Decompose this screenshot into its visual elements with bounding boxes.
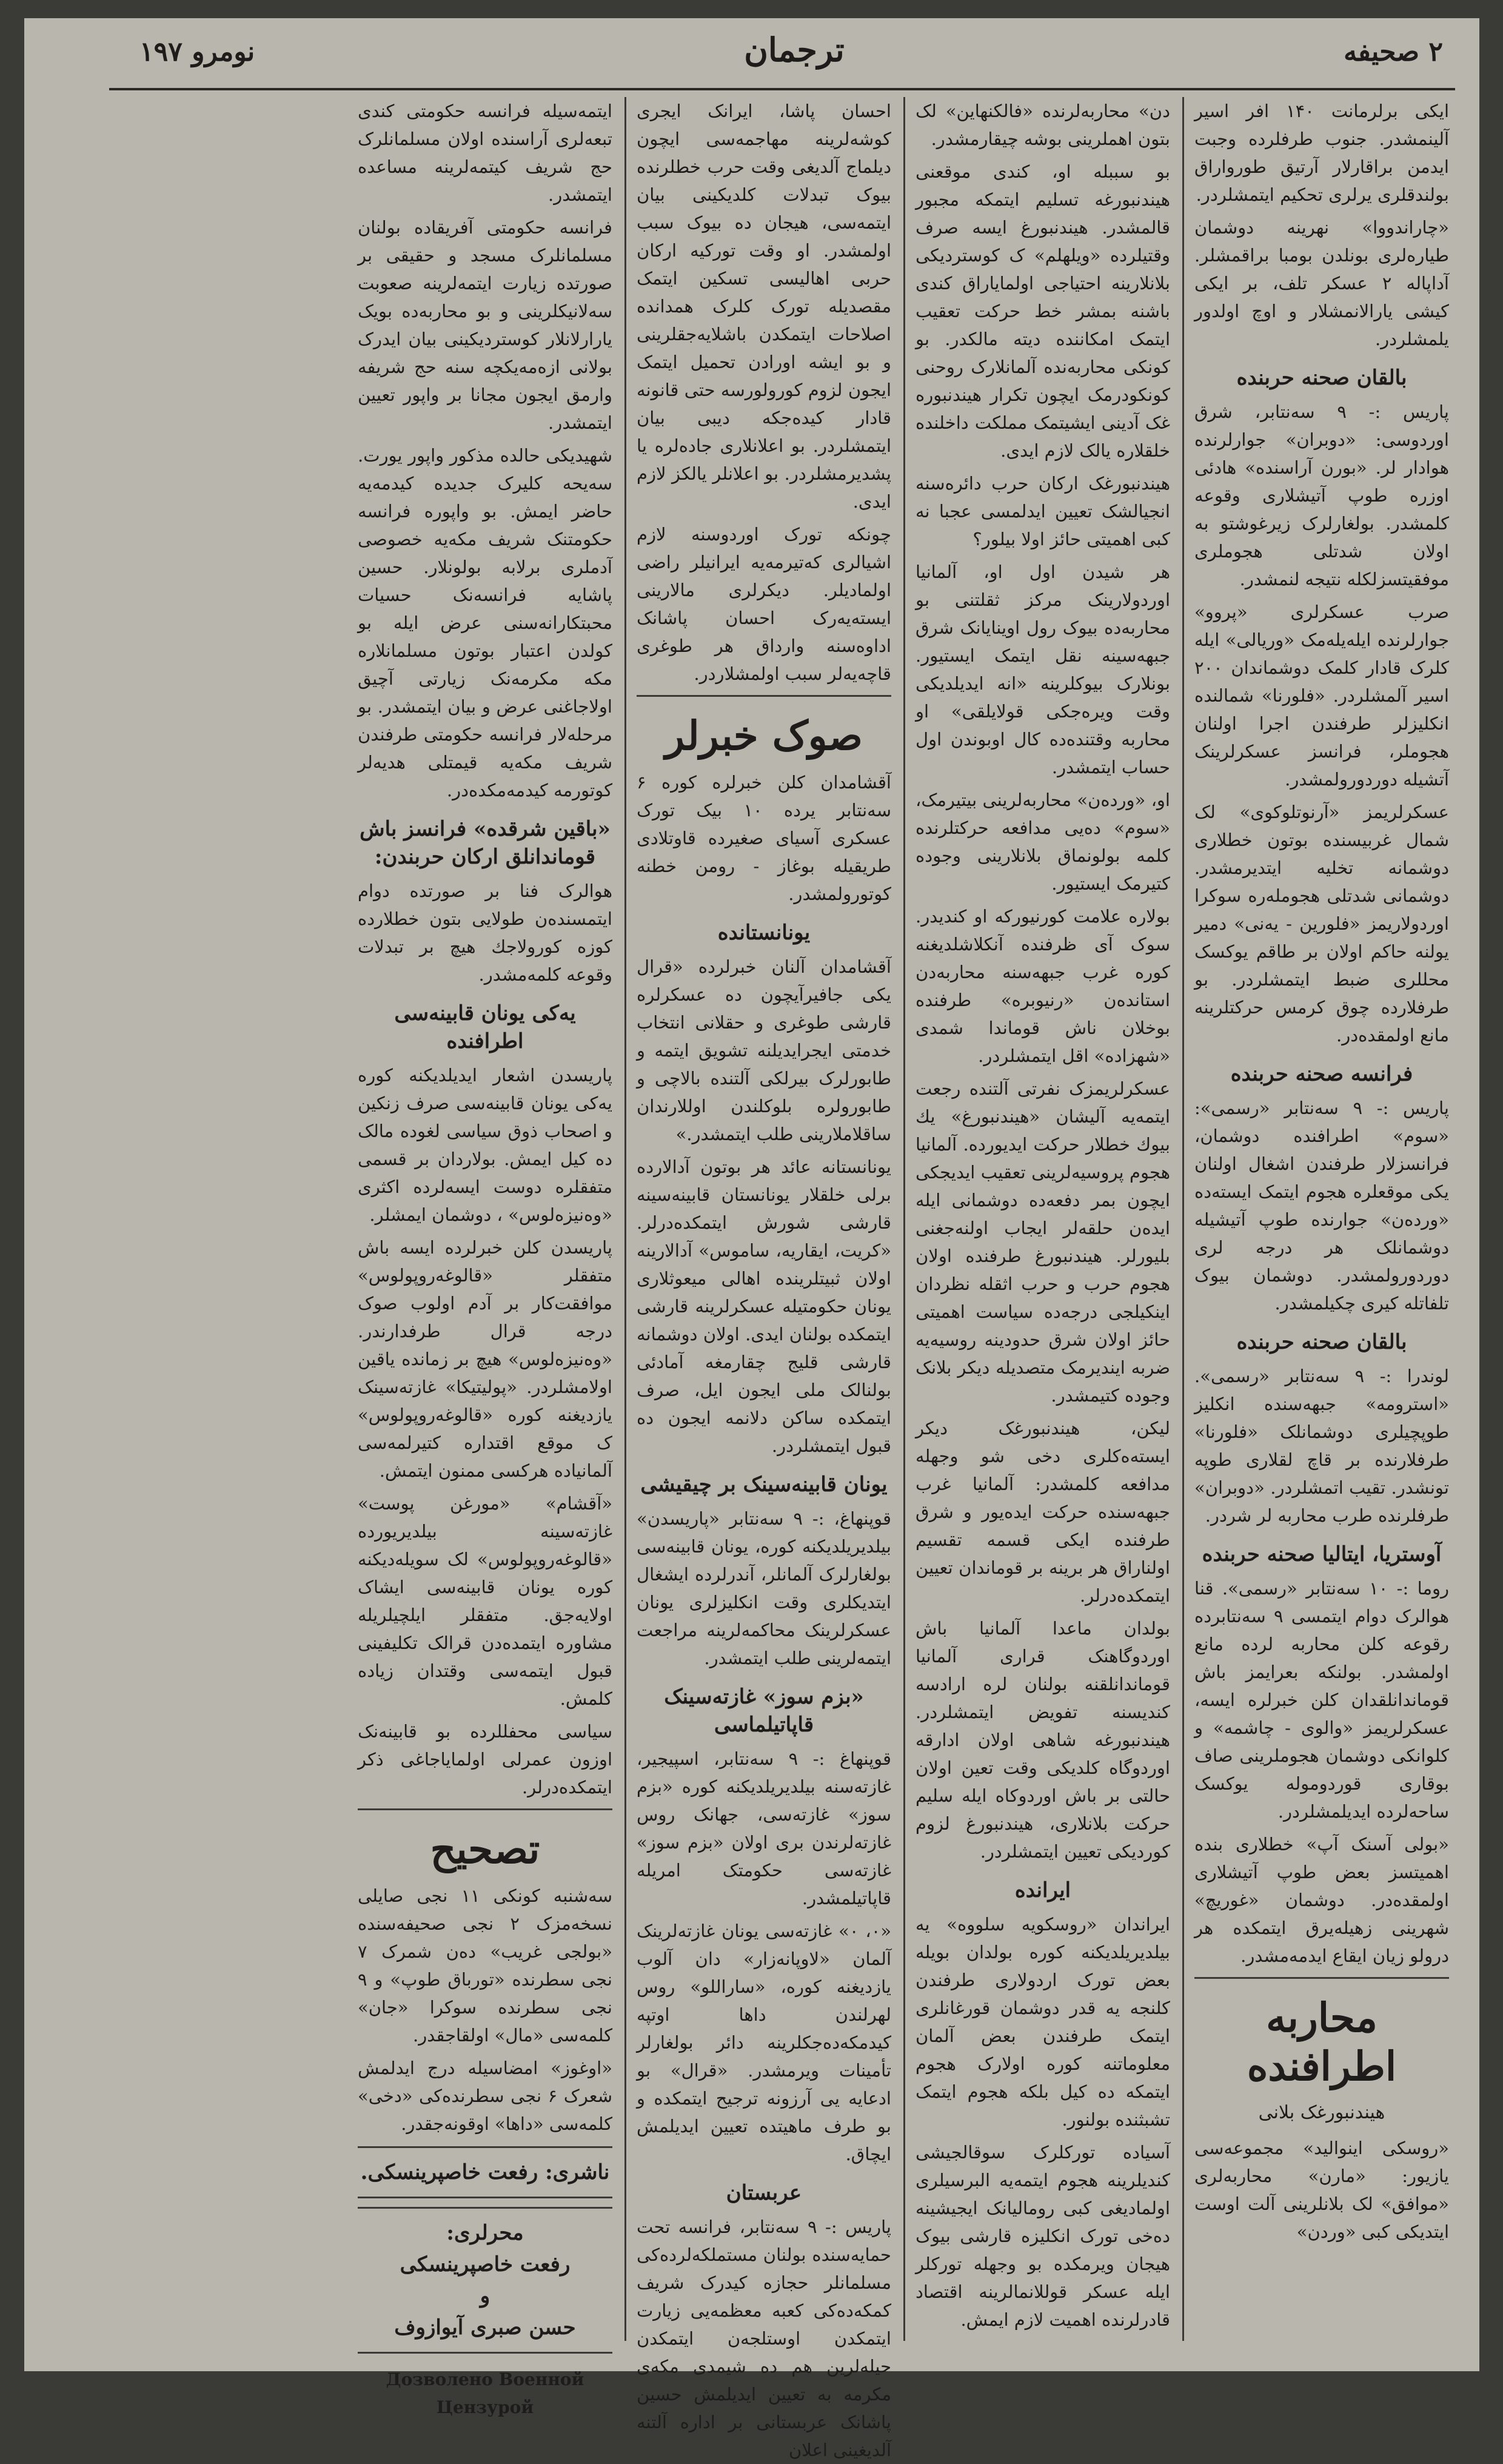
- paragraph: «روسکی اینوالید» مجموعه‌سی یازیور: «مارن» محاربه‌لری «موافق» لک بلانلرینی آلت اوست ایتدیکی کبی «وردن»: [1194, 2138, 1449, 2242]
- section-heading: «بزم سوز» غازته‌سینک قاپاتیلماسی: [664, 1685, 864, 1737]
- section-heading: فرانسه صحنه حربنده: [1230, 1062, 1413, 1086]
- issue-number: نومرو ۱۹۷: [139, 36, 255, 67]
- paragraph: آقشامدان آلنان خبرلرده «قرال یکی جافیرآیچون ده عسکرلره قارشی طوغری و حقلانی انتخاب خدمتی ایجرایدیلنه تشویق ایتمه و طابورلرک بیرلکی آلتنده بالاچی و طابورولره بلوکلندن اوللارندان ساقلاملارینی طلب ایتمشدر.»: [637, 956, 891, 1144]
- section-heading: یونان قابینه‌سینک بر چیقیشی: [640, 1472, 888, 1497]
- paragraph: فرانسه حکومتی آفریقاده بولنان مسلمانلرک مسجد و حقیقی بر صورتده زیارت ایتمه‌لرینه صعوبت سه‌لانیکلرینی و بو محاربه‌ده بویک یارارلانلار کوستردیکینی بیان ایدرک بولانی ازه‌مه‌یکچه سنه حج شریفه وارمق ایجون مجانا بر واپور تعیین ایتمشدر.: [358, 217, 612, 433]
- paragraph: شهیدیکی حالده مذکور واپور یورت. سه‌یحه کلیرک جدیده کیدمه‌یه حاضر ایمش. بو واپوره فرانسه حکومتنک شریف مکه‌یه خصوصی آدملری برلابه بولونلار. حسین پاشایه فرانسه‌نک حسیات محبتکارانه‌سنی عرض ایله بو کولدن اعتبار بوتون مسلمانلاره مکه مکرمه‌نک زیارتی آچیق اولاجاغنی عرض و بیان ایتمشدر. بو مرحله‌لار فرانسه حکومتی طرفندن شریف مکه‌یه قیمتلی هدیه‌لر کوتورمه کیدمه‌مکده‌در.: [358, 445, 612, 801]
- paragraph: هیندنبورغک ارکان حرب دائره‌سنه انجیالشک تعیین ایدلمسی عجبا نه کبی اهمیتی حائز اولا بیلور؟: [916, 473, 1170, 549]
- paragraph: دن» محاربه‌لرنده «فالکنهاین» لک بتون اهملرینی بوشه چیقارمشدر.: [916, 101, 1170, 149]
- newspaper-title: ترجمان: [744, 30, 845, 69]
- owner-name: رفعت خاصپرینسکی.: [360, 2160, 538, 2184]
- paragraph: ایکی برلرمانت ۱۴۰ افر اسیر آلینمشدر. جنوب طرفلرده وجبت ایدمن براقارلار آرتیق طورواراق بولندقلری یرلری تحکیم ایتمشلردر.: [1194, 101, 1449, 205]
- paragraph: چونکه تورک اوردوسنه لازم اشیالری که‌تیرمه‌یه ایرانیلر راضی اولمادیلر. دیکرلری مالارینی ایسته‌یه‌رک احسان پاشانک اداوه‌سنه وارداق هر طوغری قاچه‌یه‌لر سبب اولمشلاردر.: [637, 524, 891, 684]
- header-rule: [109, 88, 1455, 90]
- subheading: هیندنبورغک بلانی: [1258, 2102, 1385, 2123]
- paragraph: آقشامدان کلن خبرلره کوره ۶ سه‌نتابر یرده ۱۰ بیک تورک عسکری آسیای صغیرده قاوتلادی طریقیله بوغاز - رومن خطنه کوتورولمشدر.: [637, 772, 891, 904]
- section-heading: ایرانده: [1014, 1878, 1071, 1902]
- paragraph: یونانستانه عائد هر بوتون آدالارده برلی خلقلار یونانستان قابینه‌سینه قارشی شورش ایتمکده‌درلر. «کریت، ایقاریه، ساموس» آدالارینه اولان ثبیتلرینده اهالی میعوثلاری یونان حکومتیله عسکرلرینه قارشی ایتمکده بولنان ایدی. اولان دوشمانه قارشی قلیج چقارمغه آمادئی بولنالک ملی ایجون ایل، صرف ایتمکده ساکن دلانمه ایجون ده قبول ایتمشلردر.: [637, 1156, 891, 1456]
- paragraph: قوپنهاغ، :- ۹ سه‌نتابر «پاریسدن» بیلدیریلدیکنه کوره، یونان قابینه‌سی بولغارلرک آلمانلر، آندرلرده ایشغال ایتدیکلری وقت انکلیزلری یونان عسکرلرینک محاکمه‌لرینه مراجعت ایتمه‌لرینی طلب ایتمشدر.: [637, 1508, 891, 1668]
- paragraph: ایراندان «روسکویه سلووه» یه بیلدیریلدیکنه کوره بولدان بویله بعض تورک اردولاری طرفندن کلنجه یه قدر دوشمان قورغانلری ایتمک طرفندن بعض آلمان معلوماتنه کوره اولارک هجوم ایتمکه ده کیل بلکه هجوم ایتمک تشبثنده بولنور.: [916, 1914, 1170, 2130]
- masthead: [24, 18, 1479, 91]
- editor-conjunction: و: [480, 2284, 490, 2308]
- column-3: [637, 97, 892, 2460]
- paragraph: «آقشام» «مورغن پوست» غازته‌سینه بیلدیریورده «قالوغه‌روپولوس» لک سویله‌دیکنه کوره یونان قابینه‌سی ایشاک اولایه‌جق. متفقلر ایلچیلریله مشاوره ایتمده‌دن قرالک تکلیفینی قبول ایتمه‌سی وقتدان زیاده کلمش.: [358, 1493, 612, 1709]
- publisher-box: [358, 2146, 612, 2198]
- paragraph: هر شیدن اول او، آلمانیا اوردولارینک مرکز ثقلتنی بو محاربه‌ده بیوک رول اوینایانک شرق جبهه‌سینه نقل ایتمک ایستیور. بونلارک بیوکلرینه «انه ایدیلدیکی وقت ویره‌جکی قولایلقی» او محاربه وقتنده‌ده کال اوبوندن اول حساب ایتمشدر.: [916, 562, 1170, 777]
- paragraph: سیاسی محفللرده بو قابینه‌نک اوزون عمرلی اولمایاجاغی ذکر ایتمکده‌درلر.: [358, 1721, 612, 1798]
- section-heading: یه‌کی یونان قابینه‌سی اطرافنده: [394, 1001, 576, 1053]
- newspaper-page: [24, 18, 1479, 2460]
- section-heading: عربستان: [726, 2181, 802, 2205]
- editors-box: [358, 2207, 612, 2354]
- section-heading: بالقان صحنه حربنده: [1236, 1330, 1407, 1354]
- paragraph: بو سببله او، کندی موقعنی هیندنبورغه تسلیم ایتمکه مجبور قالمشدر. هیندنبورغ ایسه صرف وقتیلرده «ویلهلم» ک کوستردیکی بلانلارینه احتیاجی اولمایاراق کندی باشنه بمشر خط حرکت تعقیب ایتمک امکاننده دیته مالکدر. بو کونکی محاربه‌نده آلمانلارک روحنی کونکودرمک ایچون تکرار هیندنبوره غک آدینی ایشیتمک مملکت داخلنده خلقلاره یالک لازم ایدی.: [916, 161, 1170, 461]
- paragraph: لوندرا :- ۹ سه‌نتابر «رسمی». «استرومه» جبهه‌سنده انکلیز طوپچیلری دوشمانلک «فلورنا» طرفلارنده بر قاچ لقلاری طوپه تونشدر. تقیب اتمشلردر. «دوبران» طرفلرنده طرب محاربه لر شردر.: [1194, 1366, 1449, 1526]
- section-heading: «باقین شرقده» فرانسز باش قوماندانلق ارکان حربندن:: [360, 817, 611, 869]
- paragraph: احسان پاشا، ایرانک ایجری کوشه‌لرینه مهاجمه‌سی ایچون دیلماج آلدیغی وقت حرب خطلرنده بیوک تبدلات کلدیکینی بیان ایتمه‌سی، هیجان ده بیوک سبب اولمشدر. او وقت تورکیه ارکان حربی اهالیسی تسکین ایتمک مقصدیله تورک کلرک همدانده اصلاحات ایتمکدن باشلایه‌جقلرینی و بو ایشه اورادن تحمیل ایتمک ایجون لزوم کورولورسه حتی قانونه قادار کیده‌جکه دیبی بیان ایتمشلردر. بو اعلانلاری جاده‌لره یا پشدیرمشلردر. بو اعلانلر یالکز لازم ایدی.: [637, 101, 891, 512]
- owner-label: ناشری:: [545, 2160, 610, 2184]
- paragraph: پاریس :- ۹ سه‌نتابر، شرق اوردوسی: «دوبران» جوارلرنده هوادار لر. «بورن آراسنده» هادئی اوزره طوپ آتیشلاری وقوعه کلمشدر. بولغارلرک زیرغوشتو به اولان شدتلی هجوملری موفقیتسزلکله نتیجه لنمشدر.: [1194, 401, 1449, 589]
- paragraph: «۰، ۰» غازته‌سی یونان غازته‌لرینک آلمان «لاوپانه‌زار» دان آلوب یازدیغنه کوره، «ساراللو» روس لهرلندن داها اوتپه کیدمکه‌ده‌جکلرینه دائر بولغارلر تأمینات ویرمشدر. «قرال» بو ادعایه یی آرزونه ترجیح ایتمکده و بو طرف ماهیتده تعیین ایدیلمش ایچاق.: [637, 1921, 892, 2164]
- major-heading: محاربه اطرافنده: [1247, 1994, 1397, 2090]
- paragraph: او، «ورده‌ن» محاربه‌لرینی بیتیرمک، «سوم» ده‌یی مدافعه حرکتلرنده کلمه بولونماق بلانلارینی وجوده کتیرمک ایستیور.: [916, 790, 1170, 894]
- major-heading: صوک خبرلر: [665, 712, 863, 759]
- paragraph: لیکن، هیندنبورغک دیکر ایسته‌ه‌کلری دخی شو وجهله مدافعه کلمشدر: آلمانیا غرب جبهه‌سنده حرکت ایده‌یور و شرق طرفنده ایکی قسمه تقسیم اولناراق هر برینه بر قوماندان تعیین ایتمکده‌درلر.: [916, 1418, 1170, 1606]
- column-divider: [624, 97, 626, 2341]
- column-4: [358, 97, 613, 2417]
- paragraph: ایتمه‌سیله فرانسه حکومتی کندی تبعه‌لری آراسنده اولان مسلمانلرک حج شریف کیتمه‌لرینه مساعده ایتمشدر.: [358, 101, 612, 205]
- paragraph: عسکرلریمز «آرنوتلوکوی» لک شمال غربیسنده بوتون خطلاری دوشمانه تخلیه ایتدیرمشدر. دوشمانی شدتلی هجومله‌ره سوکرا اوردولاریمز «فلورین - یه‌نی» دمیر یولنه حاکم اولان بر طاقم یوکسک محللری ضبط ایتمشلردر. بو طرفلارده چوق کرمس حرکتلرینه مانع اولمقده‌در.: [1194, 802, 1449, 1046]
- section-heading: آوستریا، ایتالیا صحنه حربنده: [1202, 1542, 1442, 1566]
- paragraph: پاریسدن اشعار ایدیلدیکنه کوره یه‌کی یونان قابینه‌سی صرف زنکین و اصحاب ذوق سیاسی لغوده مالک ده کیل ایمش. بولاردان بر قسمی متفقلره دوست ایسه‌لرده اکثری «وه‌نیزه‌لوس» ، دوشمان ایمشلر.: [358, 1065, 612, 1225]
- divider: [1194, 1977, 1449, 1979]
- paragraph: آسیاده تورکلرک سوقالجیشی کندیلرینه هجوم ایتمه‌یه البرسیلری اولمادیغی کبی رومالیانک ایجیشینه ده‌خی تورک انکلیزه قارشی بیوک هیجان ویرمکده بو وجهله تورکلر ایله عسکر قوللانمالرینه اقتصاد قادرلرنده اهمیت لازم ایمش.: [916, 2142, 1170, 2330]
- editor-name: حسن صبری آیوازوف: [394, 2315, 576, 2340]
- owner-line: [358, 2157, 612, 2188]
- paragraph: قوپنهاغ :- ۹ سه‌نتابر، اسپیجیر، غازته‌سنه بیلدیریلدیکنه کوره «بزم سوز» غازته‌سی، جهانک روس غازته‌لرندن بری اولان «بزم سوز» غازته‌سی حکومتک امریله قاپاتیلمشدر.: [637, 1748, 891, 1908]
- section-heading: بالقان صحنه حربنده: [1236, 366, 1407, 390]
- paragraph: «اوغوز» امضاسیله درج ایدلمش شعرک ۶ نجی سطرنده‌کی «دخی» کلمه‌سی «داها» اوقونه‌جقدر.: [358, 2058, 613, 2134]
- paragraph: بولاره علامت کورنیورکه او کندیدر. سوک آی ظرفنده آنکلاشلدیغنه کوره غرب جبهه‌سنه محاربه‌دن استانده‌ن «رنیوبره» طرفنده بوخلان ناش قوماندا شمدی «شهزاده» اقل ایتمشلردر.: [916, 906, 1170, 1066]
- paragraph: هوالرک فنا بر صورتده دوام ایتمسنده‌ن طولایی بتون خطلارده کوزه کورولاجك هیچ بر تبدلات وقوعه کلمه‌مشدر.: [358, 881, 612, 985]
- page-number: ۲ صحیفه: [1344, 36, 1443, 67]
- paragraph: عسکرلریمزک نفرتی آلتنده رجعت ایتمه‌یه آلیشان «هیندنبورغ» یك بیوك خطلار حرکت ایدیورده. آلمانیا هجوم پروسیه‌لرینی تعقیب ایدیجکی ایچون بمر دفعه‌ده دوشمانی ایله ایده‌ن حلقه‌لر ایجاب اولنه‌جغنی بلیورلر. هیندنبورغ طرفنده اولان هجوم حرب و حرب اثقله نظردان اینکیلجی درجه‌ده سیاست اهمیتی حائز اولان شرق حدودینه روسیه‌یه ضربه ایندیرمک متصدیله دیکر بلانک وجوده کتیمشدر.: [916, 1078, 1170, 1406]
- paragraph: پاریسدن کلن خبرلرده ایسه باش متفقلر «قالوغه‌روپولوس» موافقت‌کار بر آدم اولوب صوک درجه قرال طرفدارندر. «وه‌نیزه‌لوس» هیچ بر زمانده یاقین اولامشلردر. «پولیتیکا» غازته‌سینک یازدیغنه کوره «قالوغه‌روپولوس» ک موقع اقتداره کتیرلمه‌سی آلمانیاده هرکسی ممنون ایتمش.: [358, 1237, 612, 1481]
- censor-note: Дозволено Военной Цензурой: [386, 2369, 584, 2417]
- paragraph: پاریس :- ۹ سه‌نتابر «رسمی»: «سوم» اطرافنده دوشمان، فرانسزلار طرفندن اشغال اولنان یکی موقعلره هجوم ایتمک ایسته‌ده «ورده‌ن» جوارنده طوپ آتیشیله دوشمانلک هر درجه لری دوردورولمشدر. دوشمان بیوک تلفاتله کیری چکیلمشدر.: [1194, 1098, 1449, 1314]
- paragraph: روما :- ۱۰ سه‌نتابر «رسمی». قنا هوالرک دوام ایتمسی ۹ سه‌نتابرده رقوعه کلن محاربه لرده مانع اولمشدر. بولنکه بعرایمز باش قوماندانلقدان کلن خبرلره ایسه، عسکرلریمز «والوی - چاشمه» و کلوانکی دوشمان هجوملرینی صاف بوقاری قوردوموله یوکسک ساحه‌لرده ایدیلمشلردر.: [1194, 1578, 1449, 1822]
- editors-label: محرلری:: [446, 2221, 524, 2245]
- major-heading: تصحیح: [430, 1825, 540, 1873]
- paragraph: پاریس :- ۹ سه‌نتابر، فرانسه تحت حمایه‌سنده بولنان مستملکه‌لرده‌کی مسلمانلر حجازه کیدرک شریف کمکه‌ده‌کی کعبه معظمه‌یی زیارت ایتمکدن اوستلجه‌ن ایتمکدن حیله‌لرین هم ده شیمدی مکه‌ی مکرمه به تعیین ایدیلمش حسین پاشانک عربستانی بر اداره آلتنه آلدیغینی اعلان: [637, 2217, 891, 2460]
- column-divider: [1182, 97, 1184, 2341]
- divider: [637, 695, 891, 697]
- column-2: [916, 97, 1170, 2341]
- paragraph: «چاراندووا» نهرینه دوشمان طیاره‌لری بونلدن بومبا براقمشلر. آداپاله ۲ عسکر تلف، بر ایکی کیشی یارالانمشلار و اوچ اولدور یلمشلردر.: [1194, 217, 1449, 349]
- paragraph: سه‌شنبه کونکی ۱۱ نجی صایلی نسخه‌مزک ۲ نجی صحیفه‌سنده «بولجی غریب» ده‌ن شمرک ۷ نجی سطرنده «تورباق طوپ» و ۹ نجی سطرنده سوکرا «جان» کلمه‌سی «مال» اولقاجقدر.: [358, 1885, 612, 2046]
- divider: [358, 1808, 612, 1810]
- editor-name: رفعت خاصپرینسکی: [400, 2252, 571, 2277]
- paragraph: صرب عسکرلری «پروو» جوارلرنده ایله‌یله‌مک «وریالی» ایله کلرک قادار کلمک دوشماندان ۲۰۰ اسیر آلمشلردر. «فلورنا» شمالنده انکلیزلر طرفندن اجرا اولنان هجوملر، فرانسز عسکرلرینک آتشیله دوردورولمشدر.: [1194, 602, 1449, 790]
- column-1: [1194, 97, 1449, 2341]
- column-divider: [903, 97, 905, 2341]
- section-heading: یونانستانده: [717, 921, 811, 945]
- paragraph: بولدان ماعدا آلمانیا باش اوردوگاهنک قراری آلمانیا قوماندانلقنه بولنان لره ارادسه کندیسنه تفویض ایتمشلردر. هیندنبورغه شاهی اولان ادارقه اوردوگاه کلدیکی وقت تعین اولان حالتی بر باش اوردوکاه ایله سلیم حرکت بلانلاری، هیندنبورغ لزوم کوردیکی تعیین ایتمشلردر.: [916, 1618, 1170, 1862]
- paragraph: «بولی آسنک آپ» خطلاری بنده اهمیتسز بعض طوپ آتیشلاری اولمقده‌در. دوشمان «غوریچ» شهرینی زهیله‌یرق ایتمکده هر درولو زیان ایقاع ایدمه‌مشدر.: [1194, 1834, 1449, 1966]
